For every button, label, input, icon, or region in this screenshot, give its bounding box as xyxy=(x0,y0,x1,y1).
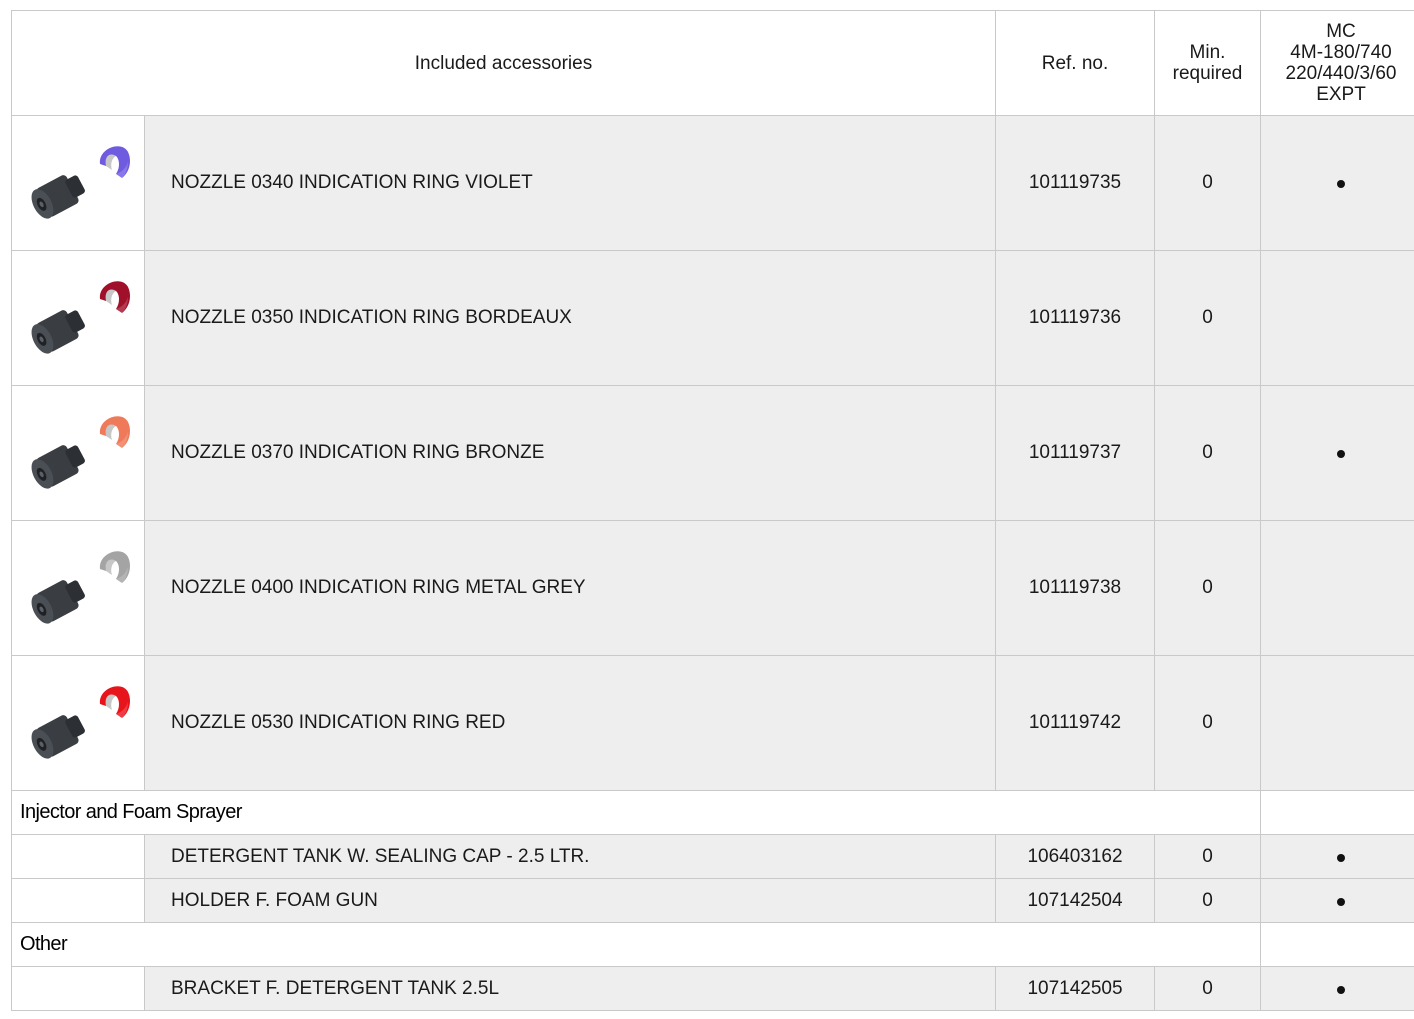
item-min-required: 0 xyxy=(1155,879,1261,923)
item-ref-no: 107142504 xyxy=(996,879,1155,923)
accessories-table xyxy=(11,10,1414,1011)
item-ref-no: 106403162 xyxy=(996,835,1155,879)
item-min-required: 0 xyxy=(1155,656,1261,791)
product-image-cell xyxy=(12,879,145,923)
item-description: NOZZLE 0370 INDICATION RING BRONZE xyxy=(145,386,996,521)
header-min-required xyxy=(1155,11,1261,116)
model-availability-cell xyxy=(1261,521,1414,656)
section-model-cell xyxy=(1261,923,1414,967)
table-row xyxy=(12,251,1414,386)
item-ref-no: 101119742 xyxy=(996,656,1155,791)
item-ref-no: 101119737 xyxy=(996,386,1155,521)
included-dot-icon xyxy=(1337,450,1345,458)
item-min-required: 0 xyxy=(1155,116,1261,251)
nozzle-ring-grey-icon xyxy=(24,543,134,633)
table-row xyxy=(12,656,1414,791)
model-availability-cell xyxy=(1261,879,1414,923)
product-image-cell xyxy=(12,521,145,656)
item-min-required: 0 xyxy=(1155,967,1261,1011)
nozzle-ring-violet-icon xyxy=(24,138,134,228)
item-description: HOLDER F. FOAM GUN xyxy=(145,879,996,923)
table-row xyxy=(12,835,1414,879)
section-header-row xyxy=(12,923,1414,967)
header-min-line2: required xyxy=(1172,63,1243,84)
item-description: DETERGENT TANK W. SEALING CAP - 2.5 LTR. xyxy=(145,835,996,879)
header-min-line1: Min. xyxy=(1189,42,1226,63)
product-image-cell xyxy=(12,967,145,1011)
nozzle-ring-bordeaux-icon xyxy=(24,273,134,363)
item-description: BRACKET F. DETERGENT TANK 2.5L xyxy=(145,967,996,1011)
item-min-required: 0 xyxy=(1155,251,1261,386)
included-dot-icon xyxy=(1337,898,1345,906)
nozzle-ring-bronze-icon xyxy=(24,408,134,498)
header-model-line2: 4M-180/740 xyxy=(1290,42,1392,63)
header-ref-no: Ref. no. xyxy=(996,11,1155,116)
product-image-cell xyxy=(12,656,145,791)
table-row xyxy=(12,521,1414,656)
product-image-cell xyxy=(12,116,145,251)
model-availability-cell xyxy=(1261,967,1414,1011)
included-dot-icon xyxy=(1337,854,1345,862)
item-ref-no: 107142505 xyxy=(996,967,1155,1011)
table-row xyxy=(12,116,1414,251)
nozzle-ring-red-icon xyxy=(24,678,134,768)
item-ref-no: 101119736 xyxy=(996,251,1155,386)
model-availability-cell xyxy=(1261,386,1414,521)
section-header-row xyxy=(12,791,1414,835)
model-availability-cell xyxy=(1261,116,1414,251)
item-description: NOZZLE 0350 INDICATION RING BORDEAUX xyxy=(145,251,996,386)
table-row xyxy=(12,386,1414,521)
item-ref-no: 101119738 xyxy=(996,521,1155,656)
item-min-required: 0 xyxy=(1155,521,1261,656)
item-ref-no: 101119735 xyxy=(996,116,1155,251)
model-availability-cell xyxy=(1261,251,1414,386)
product-image-cell xyxy=(12,251,145,386)
item-description: NOZZLE 0530 INDICATION RING RED xyxy=(145,656,996,791)
section-title: Other xyxy=(12,923,1261,967)
header-accessories: Included accessories xyxy=(12,11,996,116)
item-description: NOZZLE 0340 INDICATION RING VIOLET xyxy=(145,116,996,251)
header-model-line3: 220/440/3/60 xyxy=(1285,63,1397,84)
model-availability-cell xyxy=(1261,656,1414,791)
product-image-cell xyxy=(12,386,145,521)
product-image-cell xyxy=(12,835,145,879)
table-header-row xyxy=(12,11,1414,116)
item-min-required: 0 xyxy=(1155,835,1261,879)
header-model xyxy=(1261,11,1414,116)
header-model-line4: EXPT xyxy=(1316,84,1366,105)
item-min-required: 0 xyxy=(1155,386,1261,521)
header-model-line1: MC xyxy=(1326,21,1356,42)
section-title: Injector and Foam Sprayer xyxy=(12,791,1261,835)
included-dot-icon xyxy=(1337,180,1345,188)
section-model-cell xyxy=(1261,791,1414,835)
table-row xyxy=(12,967,1414,1011)
item-description: NOZZLE 0400 INDICATION RING METAL GREY xyxy=(145,521,996,656)
model-availability-cell xyxy=(1261,835,1414,879)
included-dot-icon xyxy=(1337,986,1345,994)
table-row xyxy=(12,879,1414,923)
